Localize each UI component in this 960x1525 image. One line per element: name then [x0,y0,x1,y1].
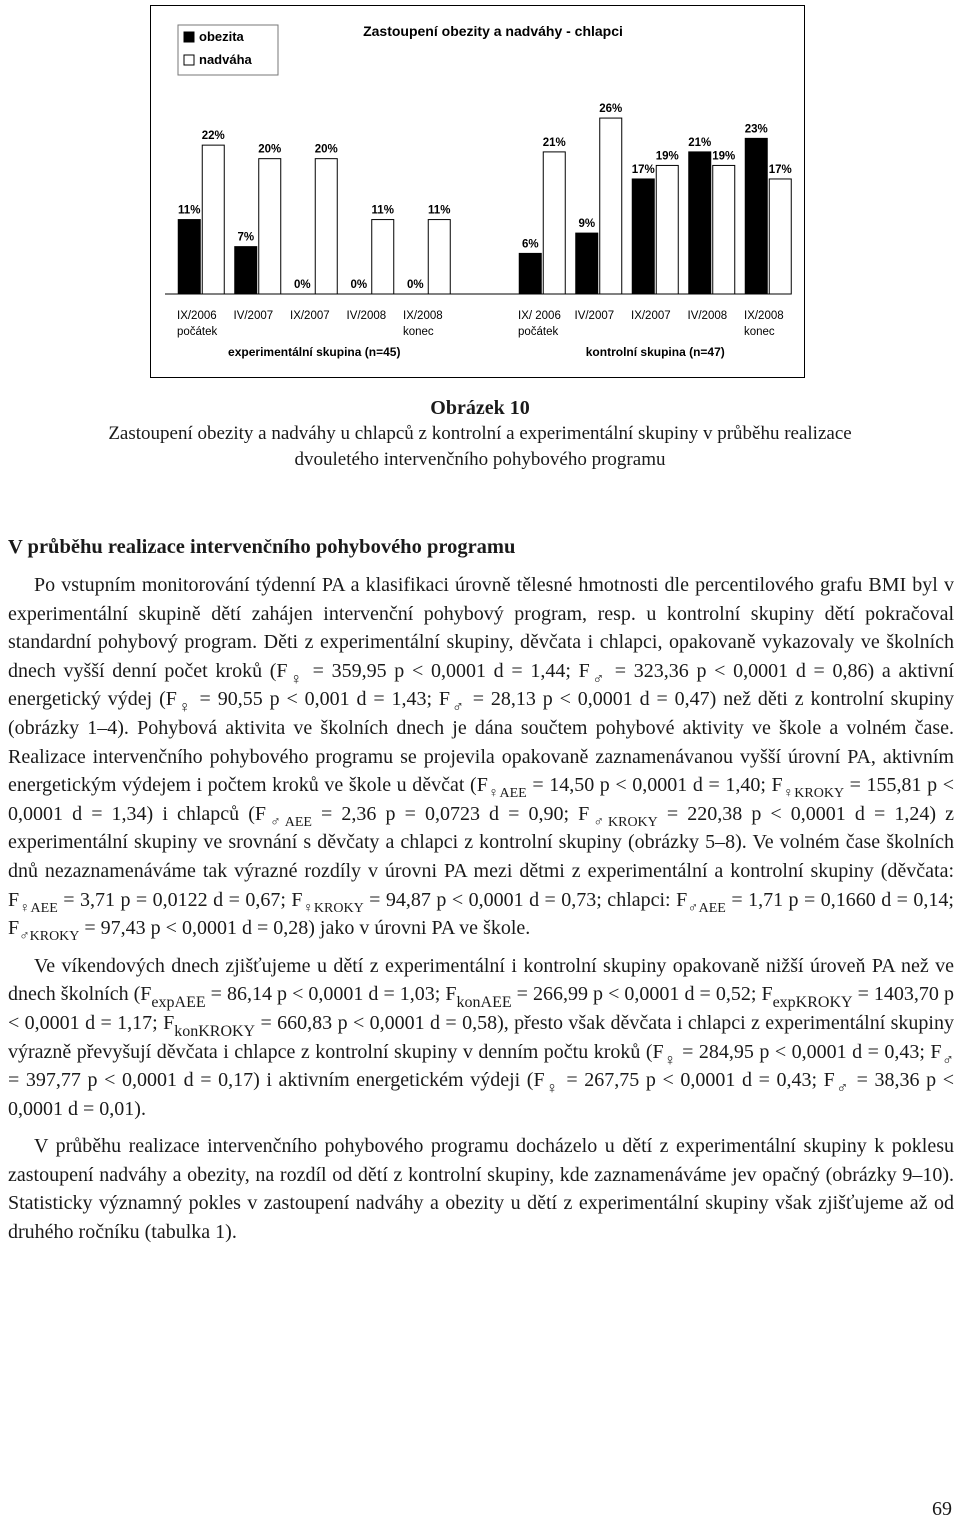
group-label: kontrolní skupina (n=47) [585,345,725,359]
tick-label: IX/2008 [403,310,443,322]
bar-nadváha [600,118,622,294]
text-run: = 94,87 p < 0,0001 d = 0,73; chlapci: F [363,888,688,911]
tick-label: IX/2006 [177,310,217,322]
text-run: = 86,14 p < 0,0001 d = 1,03; F [205,983,457,1006]
body-text [8,571,954,1247]
bar-nadváha [428,220,450,294]
data-label: 22% [201,130,225,143]
tick-label: konec [744,326,775,338]
bar-obezita [235,247,257,294]
data-label: 7% [237,231,255,244]
data-label: 11% [371,204,394,217]
text-run: = 220,38 p < 0,0001 d = 1,24) z experimentální skupiny ve srovnání s děvčaty a chlapci z kontrolní skupiny (obrázky 5–8). Ve volném čase školních dnů nezaznamenáváme tak výrazné rozdíly v úrovni PA mezi dětmi z experimentální a kontrolní skupiny (děvčata: F [8,802,954,911]
data-label: 26% [599,103,623,116]
text-run: = 1,71 p = 0,1660 d = 0,14; F [8,888,954,940]
subscript: ♀ [544,1080,560,1098]
bar-obezita [576,233,598,294]
bar-nadváha [769,179,791,294]
text-run: = 14,50 p < 0,0001 d = 1,40; F [526,774,783,797]
bar-nadváha [259,159,281,294]
subscript: konKROKY [174,1022,256,1040]
text-run: = 284,95 p < 0,0001 d = 0,43; F [676,1040,942,1063]
subscript: ♀ [663,1051,677,1069]
body-paragraph [8,571,954,943]
data-label: 21% [688,136,712,149]
legend-label-nadvaha: nadváha [199,52,252,67]
caption-line-2: dvouletého intervenčního pohybového programu [294,449,666,470]
text-run: = 3,71 p = 0,0122 d = 0,67; F [57,888,303,911]
data-label: 11% [178,204,201,217]
text-run: = 266,99 p < 0,0001 d = 0,52; F [511,983,773,1006]
legend-label-obezita: obezita [199,29,244,44]
subscript: ♀KROKY [302,900,364,916]
text-run: = 97,43 p < 0,0001 d = 0,28) jako v úrovni PA ve škole. [79,917,531,940]
subscript: ♂ [834,1080,850,1098]
bar-obezita [689,152,711,294]
tick-label: IV/2008 [346,310,387,322]
tick-label: počátek [518,326,559,338]
data-label: 19% [655,150,679,163]
data-label: 0% [406,279,424,291]
caption-number: Obrázek 10 [430,397,530,419]
section-heading: V průběhu realizace intervenčního pohybového programu [8,536,516,558]
chart-title: Zastoupení obezity a nadváhy - chlapci [363,23,623,39]
data-label: 11% [428,204,451,217]
tick-label: IX/2007 [631,310,671,322]
bar-nadváha [315,159,337,294]
body-paragraph [8,1132,954,1246]
body-paragraph [8,952,954,1124]
obesity-chart [150,5,805,378]
bars-layer [165,103,792,359]
subscript: ♂ [450,699,466,717]
data-label: 20% [314,143,338,156]
text-run: = 90,55 p < 0,001 d = 1,43; F [192,688,451,711]
bar-nadváha [202,145,224,294]
subscript: ♂KROKY [589,814,658,830]
chart-svg [151,6,806,379]
subscript: ♀ [176,699,193,717]
tick-label: IV/2007 [574,310,615,322]
page-number: 69 [932,1498,952,1520]
tick-label: IX/2007 [290,310,330,322]
subscript: ♀AEE [487,786,527,802]
data-label: 19% [712,150,736,163]
bar-obezita [178,220,200,294]
caption-line-1: Zastoupení obezity a nadváhy u chlapců z kontrolní a experimentální skupiny v průběhu realizace [108,423,852,444]
text-run: Ve víkendových dnech zjišťujeme u dětí z experimentální i kontrolní skupiny opakovaně nižší úroveň PA než ve dnech školních (F [8,954,954,1006]
bar-obezita [632,179,654,294]
figure-caption [0,395,960,473]
text-run: = 1403,70 p < 0,0001 d = 1,17; F [8,983,954,1034]
data-label: 0% [350,279,368,291]
tick-label: počátek [177,326,218,338]
text-run: Po vstupním monitorování týdenní PA a klasifikaci úrovně tělesné hmotnosti dle percentilového grafu BMI byl v experimentální skupině dětí zahájen intervenční pohybový program, resp. u kontrolní skupiny dětí pokračoval standardní pohybový program. Děti z experimentální skupiny, děvčata i chlapci, opakovaně vykazovaly ve školních dnech vyšší denní počet kroků (F [8,574,954,682]
subscript: ♀ [287,670,305,688]
bar-obezita [519,253,541,294]
tick-label: konec [403,326,434,338]
legend-swatch-nadvaha [184,55,194,65]
subscript: ♂AEE [687,900,726,916]
subscript: ♂ [589,670,608,688]
subscript: ♀AEE [19,900,58,916]
text-run: = 38,36 p < 0,0001 d = 0,01). [8,1069,954,1120]
text-run: = 155,81 p < 0,0001 d = 1,34) i chlapců (F [8,774,954,825]
text-run: V průběhu realizace intervenčního pohybového programu docházelo u dětí z experimentální skupiny k poklesu zastoupení nadváhy a obezity, na rozdíl od dětí z kontrolní skupiny, kde zaznamenáváme jev opačný (obrázky 9–10). Statisticky významný pokles v zastoupení nadváhy a obezity u dětí z experimentální skupiny však zjišťujeme až od druhého ročníku (tabulka 1). [8,1135,954,1244]
bar-nadváha [543,152,565,294]
tick-label: IV/2007 [233,310,274,322]
bar-obezita [745,138,767,294]
data-label: 20% [258,143,282,156]
data-label: 17% [631,163,655,176]
text-run: = 359,95 p < 0,0001 d = 1,44; F [304,659,590,682]
text-run: = 397,77 p < 0,0001 d = 0,17) i aktivním energetickém výdeji (F [8,1069,545,1092]
subscript: expKROKY [772,994,853,1012]
subscript: ♂KROKY [19,929,80,945]
text-run: = 660,83 p < 0,0001 d = 0,58), přesto však děvčata i chlapci z experimentální skupiny výrazně převyšují děvčata i chlapce z kontrolní skupiny v denním počtu kroků (F [8,1011,954,1063]
text-run: = 267,75 p < 0,0001 d = 0,43; F [559,1069,835,1092]
subscript: expAEE [151,994,206,1012]
bar-nadváha [372,220,394,294]
subscript: ♀KROKY [782,786,845,802]
text-run: = 28,13 p < 0,0001 d = 0,47) než děti z kontrolní skupiny (obrázky 1–4). Pohybová aktivita ve školních dnech je dána součtem pohybové aktivity ve škole a volném čase. Realizace intervenčního pohybového programu se projevila opakovaně zaznamenávanou vyšší úrovní PA, aktivním energetickým výdejem i počtem kroků ve škole u děvčat (F [8,688,955,797]
bar-nadváha [713,165,735,294]
tick-label: IX/ 2006 [518,310,561,322]
text-run: = 323,36 p < 0,0001 d = 0,86) a aktivní energetický výdej (F [8,659,954,711]
data-label: 23% [744,123,768,136]
subscript: konAEE [456,994,512,1012]
subscript: ♂ [941,1051,955,1069]
data-label: 9% [578,218,596,231]
subscript: ♂AEE [266,814,312,830]
data-label: 6% [521,238,539,251]
tick-label: IV/2008 [687,310,728,322]
tick-label: IX/2008 [744,310,784,322]
legend-swatch-obezita [184,32,194,42]
group-label: experimentální skupina (n=45) [228,345,401,359]
text-run: = 2,36 p = 0,0723 d = 0,90; F [311,802,590,825]
data-label: 0% [293,279,311,291]
data-label: 21% [542,136,566,149]
data-label: 17% [768,163,792,176]
bar-nadváha [656,165,678,294]
